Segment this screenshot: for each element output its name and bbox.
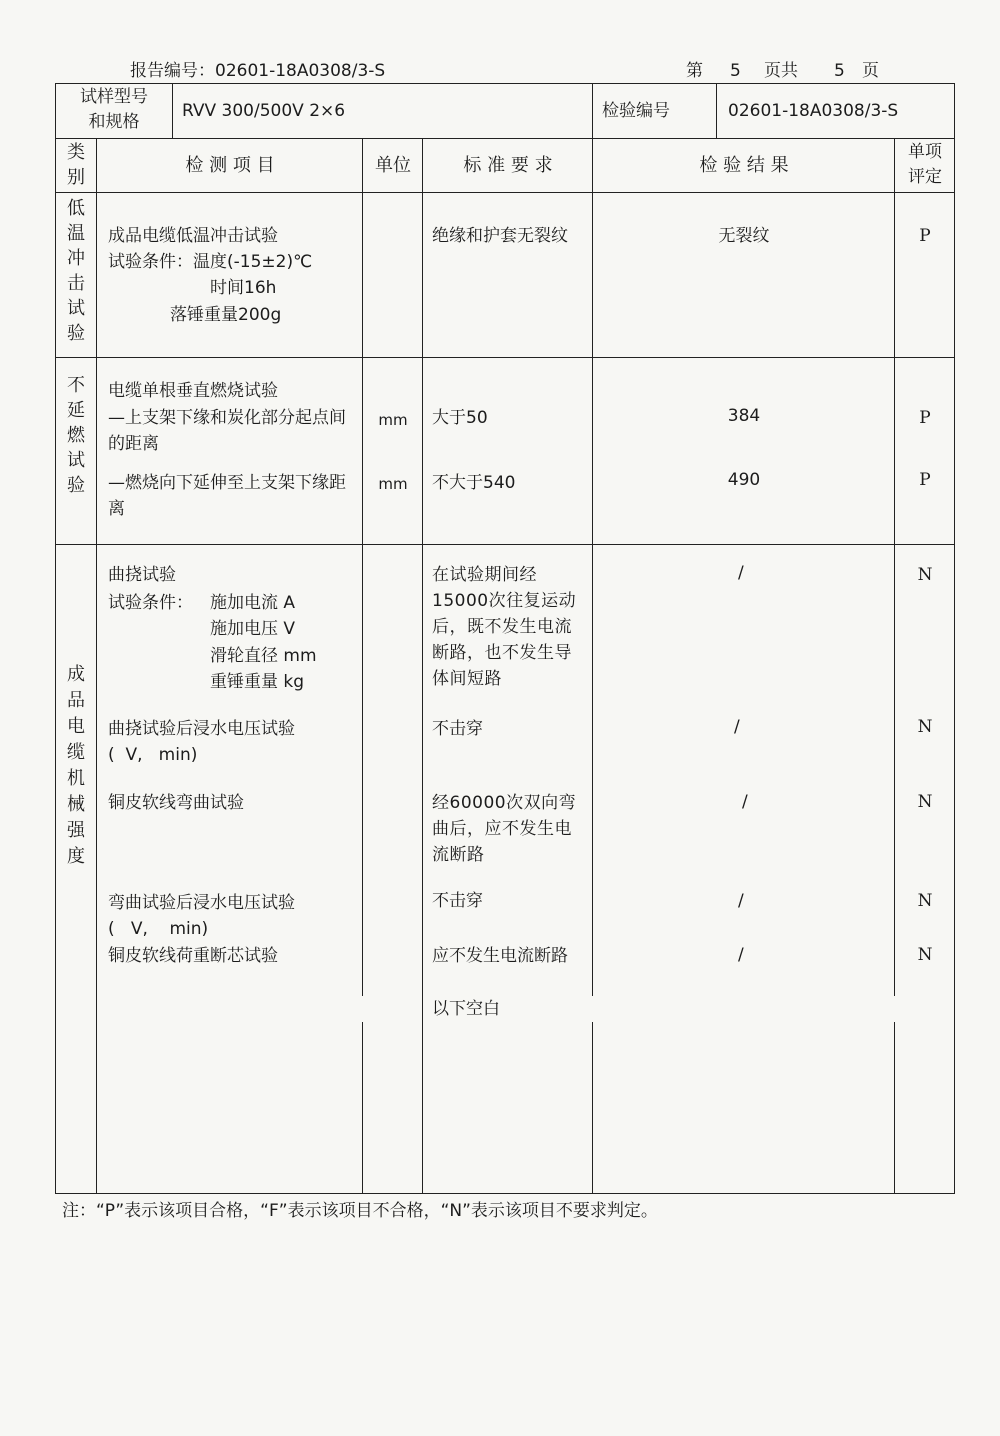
col-standard: 标 准 要 求	[463, 155, 553, 176]
flex-cond-pulley: 滑轮直径 mm	[210, 646, 317, 666]
bendv-item-l2: ( V, min)	[108, 919, 209, 939]
page-number: 5	[730, 61, 741, 81]
col-item: 检 测 项 目	[185, 155, 275, 176]
flex-standard: 在试验期间经15000次往复运动后，既不发生电流断路，也不发生导体间短路	[432, 565, 577, 689]
flex-cond-current: 施加电流 A	[210, 593, 296, 613]
bend-title: 铜皮软线弯曲试验	[108, 793, 244, 813]
low-temp-item-l2: 试验条件：温度(-15±2)℃	[108, 252, 313, 272]
category-mech: 成品电缆机械强度	[67, 664, 85, 867]
low-temp-verdict: P	[919, 226, 931, 246]
category-low-temp: 低温冲击试验	[67, 198, 85, 344]
flex-result: /	[738, 563, 744, 583]
page-di: 第	[686, 61, 703, 81]
col-result: 检 验 结 果	[699, 155, 789, 176]
col-category: 类 别	[67, 142, 85, 188]
flame-row2-result: 490	[727, 470, 761, 490]
flexv-item-l1: 曲挠试验后浸水电压试验	[108, 719, 295, 739]
flame-row2-unit: mm	[378, 475, 408, 493]
sample-model-label: 试样型号 和规格	[80, 87, 148, 132]
load-result: /	[738, 945, 744, 965]
sample-model-value: RVV 300/500V 2×6	[182, 101, 346, 121]
bendv-verdict: N	[917, 891, 933, 911]
flexv-result: /	[734, 717, 740, 737]
low-temp-item-l3: 时间16h	[210, 278, 277, 298]
blank-note: 以下空白	[432, 999, 500, 1019]
low-temp-standard: 绝缘和护套无裂纹	[432, 226, 568, 246]
low-temp-result: 无裂纹	[718, 226, 770, 246]
page-ye-gong: 页共	[764, 61, 798, 81]
col-unit: 单位	[375, 155, 411, 176]
inspection-number-value: 02601-18A0308/3-S	[728, 101, 899, 121]
page-total: 5	[834, 61, 845, 81]
flame-row1-item: —上支架下缘和炭化部分起点间的距离	[108, 408, 346, 454]
page-ye: 页	[862, 61, 879, 81]
flexv-standard: 不击穿	[432, 719, 483, 739]
bendv-standard: 不击穿	[432, 891, 483, 911]
inspection-number-label: 检验编号	[602, 101, 670, 121]
flame-row1-unit: mm	[378, 411, 408, 429]
flex-cond-voltage: 施加电压 V	[210, 619, 296, 639]
flame-title: 电缆单根垂直燃烧试验	[108, 381, 278, 401]
low-temp-item-l4: 落锤重量200g	[170, 305, 282, 325]
bendv-result: /	[738, 891, 744, 911]
flame-row2-item: —燃烧向下延伸至上支架下缘距离	[108, 473, 346, 519]
load-title: 铜皮软线荷重断芯试验	[108, 946, 278, 966]
flame-row2-verdict: P	[919, 470, 931, 490]
bendv-item-l1: 弯曲试验后浸水电压试验	[108, 893, 295, 913]
flame-row2-standard: 不大于540	[432, 473, 516, 493]
low-temp-item-l1: 成品电缆低温冲击试验	[108, 226, 278, 246]
flame-row1-standard: 大于50	[432, 408, 488, 428]
flame-row1-verdict: P	[919, 408, 931, 428]
col-verdict: 单项 评定	[908, 142, 942, 187]
load-standard: 应不发生电流断路	[432, 946, 568, 966]
flex-cond-label: 试验条件：	[108, 593, 193, 613]
flex-verdict: N	[917, 565, 933, 585]
category-flame: 不延燃试验	[67, 375, 85, 496]
flex-title: 曲挠试验	[108, 565, 176, 585]
flex-cond-weight: 重锤重量 kg	[210, 672, 305, 692]
load-verdict: N	[917, 945, 933, 965]
flexv-item-l2: ( V, min)	[108, 745, 198, 765]
bend-verdict: N	[917, 792, 933, 812]
bend-result: /	[742, 792, 748, 812]
flame-row1-result: 384	[727, 406, 761, 426]
bend-standard: 经60000次双向弯曲后，应不发生电流断路	[432, 793, 577, 865]
footnote: 注：“P”表示该项目合格，“F”表示该项目不合格，“N”表示该项目不要求判定。	[62, 1201, 658, 1221]
flexv-verdict: N	[917, 717, 933, 737]
report-number: 报告编号：02601-18A0308/3-S	[130, 61, 386, 81]
